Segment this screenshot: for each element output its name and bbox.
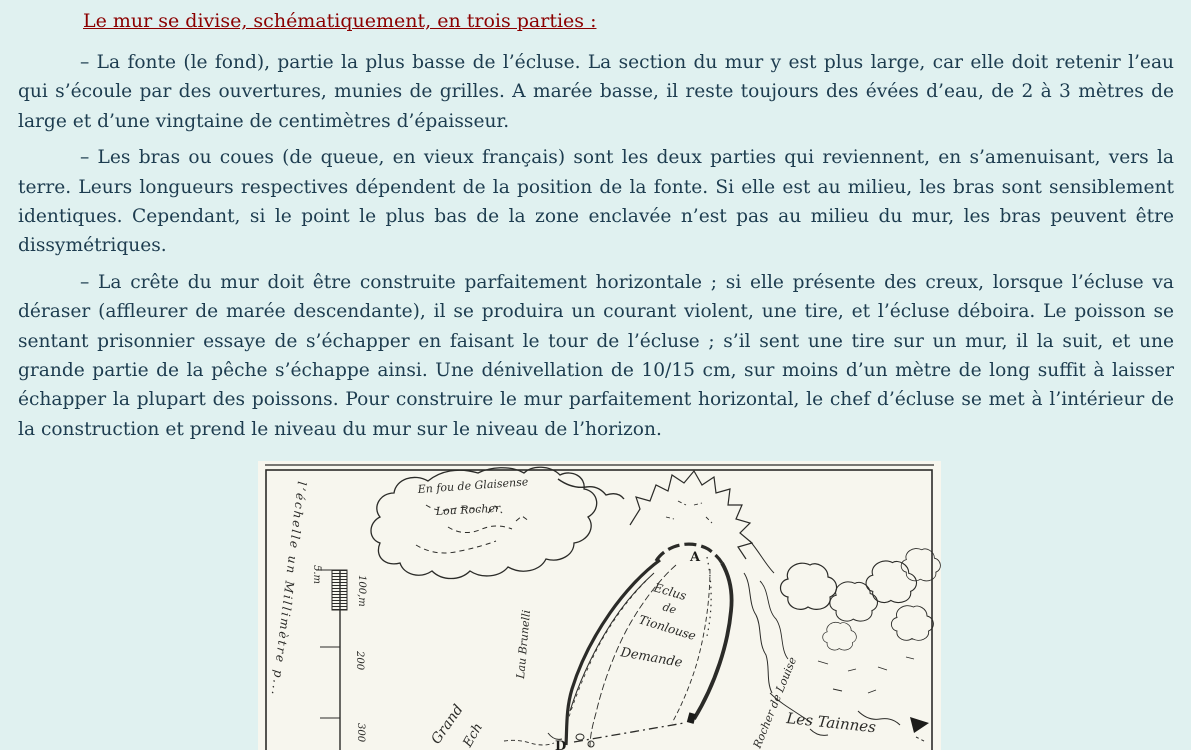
- map-figure: [258, 461, 941, 750]
- shore-left-label: Lau Brunelli: [514, 609, 534, 680]
- map-label-rock-text-2: Lou Rocher: [435, 501, 501, 518]
- scale-bar: [269, 481, 367, 750]
- lock-name-line-2: de: [661, 600, 678, 617]
- map-handwriting: [428, 580, 877, 750]
- map-label-point-d: D: [555, 739, 567, 750]
- lock-structure: [548, 544, 732, 750]
- section-heading-text: Le mur se divise, schématiquement, en trois parties :: [83, 10, 597, 32]
- paragraph-la-crete: – La crête du mur doit être construite parfaitement horizontale ; si elle présente des creux, lorsque l’écluse va déraser (affleurer de marée descendante), il se produira un courant violent, une tire, et l’écluse déboira. Le poisson se sentant prisonnier essaye de s’échapper en faisant le tour de l’écluse ; s’il sent une tire sur un mur, il la suit, et une grande partie de la pêche s’échappe ainsi. Une dénivellation de 10/15 cm, sur moins d’un mètre de long suffit à laisser échapper la plupart des poissons. Pour construire le mur parfaitement horizontal, le chef d’écluse se met à l’intérieur de la construction et prend le niveau du mur sur le niveau de l’horizon.: [18, 271, 1174, 440]
- section-heading: [18, 10, 1174, 32]
- map-label-rock-text-1: En fou de Glaisense: [417, 475, 529, 496]
- paragraph-les-bras: – Les bras ou coues (de queue, en vieux français) sont les deux parties qui reviennent, en s’amenuisant, vers la terre. Leurs longueurs respectives dépendent de la position de la fonte. Si elle est au milieu, les bras sont sensiblement identiques. Cependant, si le point le plus bas de la zone enclavée n’est pas au milieu du mur, les bras peuvent être dissymétriques.: [18, 147, 1174, 257]
- bottom-fragment-2: Ech: [460, 720, 487, 750]
- rocks-above-apex: [630, 471, 774, 573]
- scale-300-label: 300: [355, 723, 366, 743]
- lock-name-line-1: Eclus: [652, 580, 688, 604]
- rock-formation-topleft: [371, 467, 624, 578]
- map-frame: [265, 465, 934, 750]
- rock-cluster-right: [781, 549, 941, 736]
- scale-200-label: 200: [354, 651, 365, 671]
- area-right-label: Les Tainnes: [785, 709, 877, 737]
- rock-right-label: Rocher de Louise: [750, 655, 800, 750]
- lock-name-line-4: Demande: [619, 645, 684, 671]
- map-sketch: [258, 461, 941, 750]
- lock-name-line-3: Tionlouse: [637, 612, 698, 644]
- bottom-fragment-1: Grand: [428, 701, 467, 748]
- paragraph-la-fonte: – La fonte (le fond), partie la plus basse de l’écluse. La section du mur y est plus large, car elle doit retenir l’eau qui s’écoule par des ouvertures, munies de grilles. A marée basse, il reste toujours des évées d’eau, de 2 à 3 mètres de large et d’une vingtaine de centimètres d’épaisseur.: [18, 52, 1174, 132]
- scale-100m-label: 100,m: [356, 575, 367, 607]
- scale-5m-label: 5.m: [311, 565, 322, 585]
- point-c-marker: [687, 712, 696, 723]
- map-label-point-a: A: [690, 550, 701, 565]
- scale-note-label: l’échelle un Millimètre p...: [268, 480, 309, 698]
- triangle-marker: [910, 717, 929, 742]
